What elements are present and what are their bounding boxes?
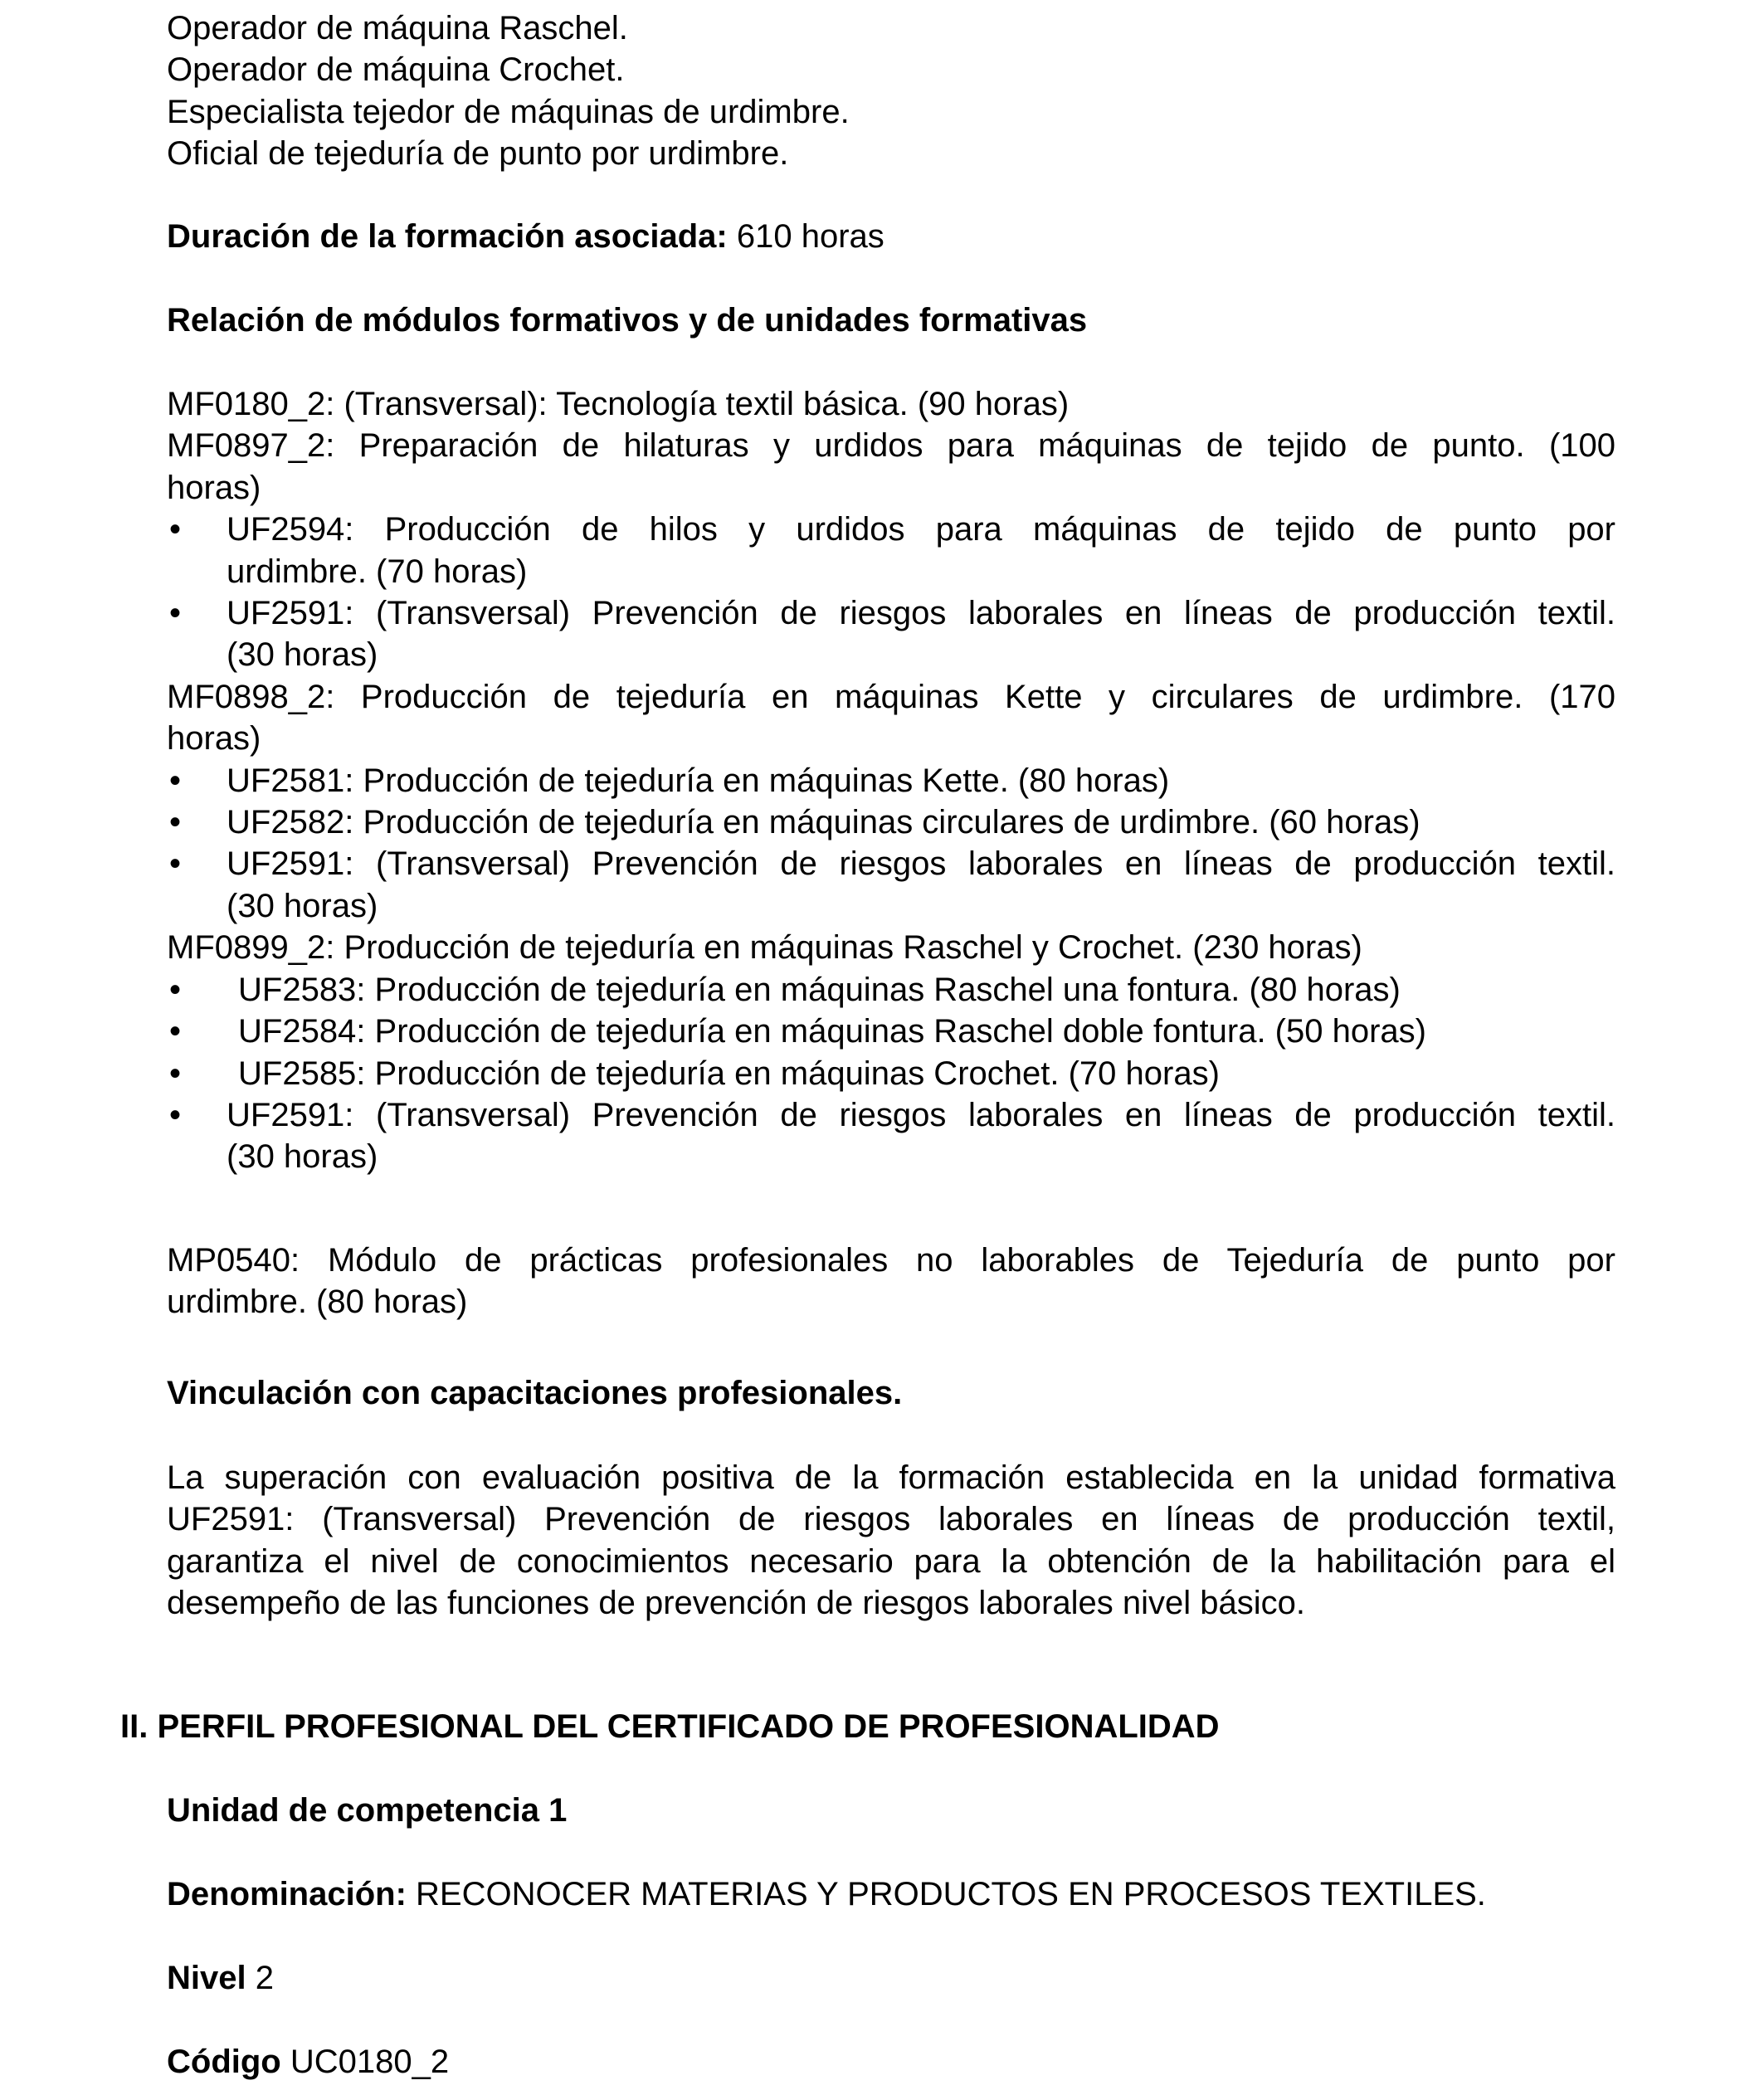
module-mf0897: MF0897_2: Preparación de hilaturas y urdidos para máquinas de tejido de punto. (100 <box>167 427 1615 465</box>
list-item <box>167 509 1615 592</box>
paragraph-line: desempeño de las funciones de prevención de riesgos laborales nivel básico. <box>167 1585 1305 1622</box>
bullet-icon: • <box>168 1055 181 1092</box>
module-mf0180: MF0180_2: (Transversal): Tecnología textil básica. (90 horas) <box>167 386 1070 422</box>
codigo-label: Código <box>167 2044 281 2080</box>
unit-heading-block <box>167 1790 1615 1831</box>
paragraph-line: La superación con evaluación positiva de la formación establecida en la unidad formativa <box>167 1459 1615 1496</box>
module-mf0897-cont: horas) <box>167 469 261 506</box>
list-item <box>167 843 1615 927</box>
modules-list <box>167 383 1615 1178</box>
list-item <box>167 1094 1615 1178</box>
section-heading-block <box>120 1706 1614 1747</box>
unit-uf2583: UF2583: Producción de tejeduría en máquinas Raschel una fontura. (80 horas) <box>238 971 1401 1008</box>
nivel-line <box>167 1957 1615 1999</box>
bullet-icon: • <box>168 595 181 632</box>
modules-heading-block <box>167 300 1615 341</box>
module-mp0540-cont: urdimbre. (80 horas) <box>167 1284 468 1321</box>
list-item <box>167 969 1615 1011</box>
occupation-item: Oficial de tejeduría de punto por urdimbre. <box>167 135 789 173</box>
practice-module <box>167 1240 1615 1323</box>
module-mf0899: MF0899_2: Producción de tejeduría en máquinas Raschel y Crochet. (230 horas) <box>167 929 1362 967</box>
list-item <box>167 760 1615 801</box>
module-mf0898: MF0898_2: Producción de tejeduría en máquinas Kette y circulares de urdimbre. (170 <box>167 678 1615 715</box>
nivel-value: 2 <box>246 1960 274 1996</box>
unit-uf2594-cont: urdimbre. (70 horas) <box>227 553 528 590</box>
unit-uf2584: UF2584: Producción de tejeduría en máquinas Raschel doble fontura. (50 horas) <box>238 1013 1426 1050</box>
mf0898-units <box>167 760 1615 928</box>
vinculacion-heading-block <box>167 1372 1615 1414</box>
paragraph-line: garantiza el nivel de conocimientos necesario para la obtención de la habilitación para el <box>167 1542 1615 1580</box>
unit-uf2582: UF2582: Producción de tejeduría en máquinas circulares de urdimbre. (60 horas) <box>227 804 1420 841</box>
unit-uf2581: UF2581: Producción de tejeduría en máquinas Kette. (80 horas) <box>227 762 1170 799</box>
duration-value: 610 horas <box>727 218 884 255</box>
bullet-icon: • <box>168 804 181 841</box>
unit-uf2591-cont: (30 horas) <box>227 887 378 924</box>
unit-uf2594: UF2594: Producción de hilos y urdidos para máquinas de tejido de punto por <box>227 511 1615 548</box>
mf0897-units <box>167 509 1615 676</box>
bullet-icon: • <box>168 1013 181 1050</box>
list-item <box>167 1011 1615 1052</box>
bullet-icon: • <box>168 971 181 1008</box>
occupations-list <box>167 7 1615 175</box>
paragraph-line: UF2591: (Transversal) Prevención de riesgos laborales en líneas de producción textil, <box>167 1501 1615 1538</box>
denominacion-line <box>167 1873 1615 1915</box>
vinculacion-paragraph <box>167 1457 1615 1625</box>
denominacion-value: RECONOCER MATERIAS Y PRODUCTOS EN PROCESOS TEXTILES. <box>406 1876 1486 1912</box>
occupation-item: Especialista tejedor de máquinas de urdimbre. <box>167 93 850 130</box>
duration-line <box>167 216 1615 257</box>
unit-uf2591: UF2591: (Transversal) Prevención de riesgos laborales en líneas de producción textil. <box>227 1096 1615 1133</box>
unit-uf2585: UF2585: Producción de tejeduría en máquinas Crochet. (70 horas) <box>238 1055 1220 1092</box>
bullet-icon: • <box>168 845 181 883</box>
codigo-value: UC0180_2 <box>280 2044 450 2080</box>
nivel-label: Nivel <box>167 1960 246 1996</box>
section-heading: II. PERFIL PROFESIONAL DEL CERTIFICADO DE PROFESIONALIDAD <box>120 1708 1220 1745</box>
modules-heading: Relación de módulos formativos y de unidades formativas <box>167 302 1088 339</box>
unit-uf2591: UF2591: (Transversal) Prevención de riesgos laborales en líneas de producción textil. <box>227 845 1615 883</box>
mf0899-units <box>167 969 1615 1178</box>
denominacion-label: Denominación: <box>167 1876 407 1912</box>
unit-uf2591: UF2591: (Transversal) Prevención de riesgos laborales en líneas de producción textil. <box>227 595 1615 632</box>
unit-heading: Unidad de competencia 1 <box>167 1792 568 1829</box>
list-item <box>167 592 1615 676</box>
module-mf0898-cont: horas) <box>167 720 261 758</box>
vinculacion-heading: Vinculación con capacitaciones profesionales. <box>167 1375 903 1411</box>
list-item <box>167 801 1615 843</box>
unit-uf2591-cont: (30 horas) <box>227 1138 378 1176</box>
occupation-item: Operador de máquina Crochet. <box>167 51 625 89</box>
occupation-item: Operador de máquina Raschel. <box>167 10 628 46</box>
bullet-icon: • <box>168 1096 181 1133</box>
duration-label: Duración de la formación asociada: <box>167 218 728 255</box>
bullet-icon: • <box>168 511 181 548</box>
module-mp0540: MP0540: Módulo de prácticas profesionales no laborables de Tejeduría de punto por <box>167 1242 1615 1279</box>
codigo-line <box>167 2041 1615 2083</box>
bullet-icon: • <box>168 762 181 799</box>
list-item <box>167 1053 1615 1094</box>
unit-uf2591-cont: (30 horas) <box>227 636 378 674</box>
